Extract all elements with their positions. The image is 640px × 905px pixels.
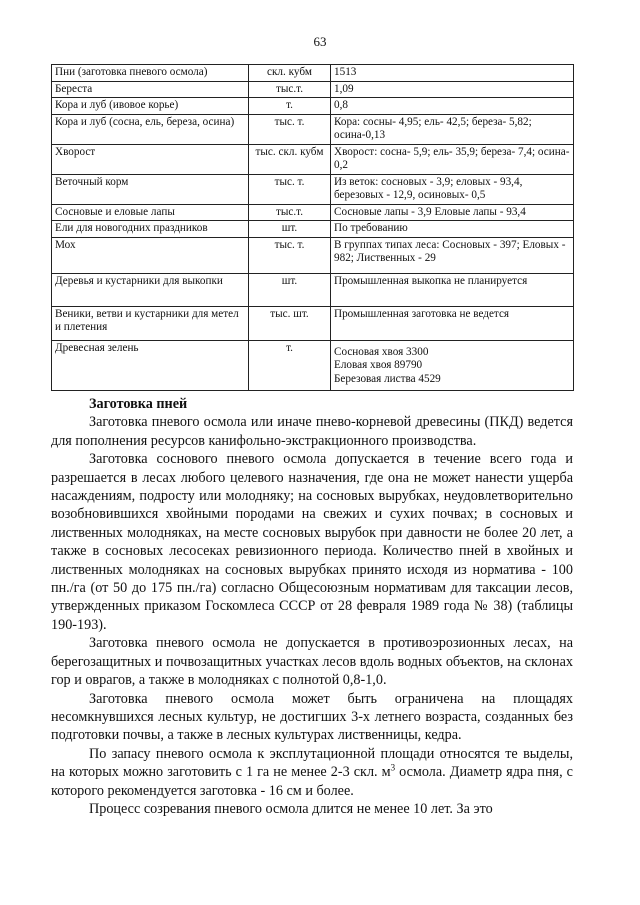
resource-value: По требованию bbox=[331, 221, 574, 238]
resource-value: Из веток: сосновых - 3,9; еловых - 93,4, березовых - 12,9, осиновых- 0,5 bbox=[331, 174, 574, 204]
resource-unit: тыс.т. bbox=[249, 81, 331, 98]
section-heading: Заготовка пней bbox=[89, 396, 188, 412]
table-row bbox=[52, 273, 574, 306]
table-row bbox=[52, 237, 574, 273]
resource-name: Мох bbox=[52, 237, 249, 273]
resource-name: Веточный корм bbox=[52, 174, 249, 204]
table-row bbox=[52, 114, 574, 144]
paragraph bbox=[51, 745, 573, 800]
resource-name: Хворост bbox=[52, 144, 249, 174]
table-row bbox=[52, 81, 574, 98]
table-row bbox=[52, 221, 574, 238]
resource-value: Сосновые лапы - 3,9 Еловые лапы - 93,4 bbox=[331, 204, 574, 221]
resource-unit: тыс. т. bbox=[249, 237, 331, 273]
resource-name: Кора и луб (ивовое корье) bbox=[52, 98, 249, 115]
resource-name: Веники, ветви и кустарники для метел и плетения bbox=[52, 306, 249, 340]
resource-value: В группах типах леса: Сосновых - 397; Еловых - 982; Лиственных - 29 bbox=[331, 237, 574, 273]
resource-value: Кора: сосны- 4,95; ель- 42,5; береза- 5,82; осина-0,13 bbox=[331, 114, 574, 144]
resource-unit: шт. bbox=[249, 221, 331, 238]
table-row bbox=[52, 306, 574, 340]
resource-unit: т. bbox=[249, 340, 331, 390]
paragraph: Заготовка соснового пневого осмола допускается в течение всего года и разрешается в лесах любого целевого назначения, где она не может нанести ущерба насаждениям, подросту или молодняку; на сосновых вырубках, неудовлетворительно возобновившихся хвойными породами на свежих и сухих почвах; в сосновых и лиственных молодняках, на месте сосновых вырубок при давности не более 20 лет, а также в сосновых лесосеках ревизионного периода. Количество пней в хвойных и лиственных молодняках на сосновых вырубках принято исходя из норматива - 100 пн./га (от 50 до 175 пн./га) согласно Общесоюзным нормативам для таксации лесов, утвержденных приказом Госкомлеса СССР от 28 февраля 1989 года № 38) (таблицы 190-193). bbox=[51, 451, 573, 633]
paragraph: Заготовка пневого осмола может быть ограничена на площадях несомкнувшихся лесных культур, не достигших 3-х летнего возраста, созданных без подготовки почвы, а также в лесных культурах лиственницы, кедра. bbox=[51, 690, 573, 744]
resource-unit: тыс.т. bbox=[249, 204, 331, 221]
table-row bbox=[52, 98, 574, 115]
resource-unit: тыс. т. bbox=[249, 114, 331, 144]
resource-name: Ели для новогодних праздников bbox=[52, 221, 249, 238]
paragraph: Процесс созревания пневого осмола длится не менее 10 лет. За это bbox=[89, 800, 493, 817]
resource-unit: тыс. скл. кубм bbox=[249, 144, 331, 174]
resource-value: Промышленная выкопка не планируется bbox=[331, 273, 574, 306]
table-row bbox=[52, 144, 574, 174]
table-row bbox=[52, 204, 574, 221]
resource-value: 1,09 bbox=[331, 81, 574, 98]
resource-unit: шт. bbox=[249, 273, 331, 306]
resource-name: Древесная зелень bbox=[52, 340, 249, 390]
paragraph: Заготовка пневого осмола не допускается в противоэрозионных лесах, на берегозащитных и почвозащитных участках лесов вдоль водных объектов, на склонах гор и оврагов, а также в молодняках с полнотой 0,8-1,0. bbox=[51, 635, 573, 689]
resource-name: Кора и луб (сосна, ель, береза, осина) bbox=[52, 114, 249, 144]
table-row bbox=[52, 174, 574, 204]
resource-value: Хворост: сосна- 5,9; ель- 35,9; береза- 7,4; осина- 0,2 bbox=[331, 144, 574, 174]
table-row bbox=[52, 340, 574, 390]
resource-unit: тыс. шт. bbox=[249, 306, 331, 340]
paragraph-text: По запасу пневого осмола к эксплутационной площади относятся те выделы, на которых можно заготовить с 1 га не менее 2-3 скл. м bbox=[51, 745, 573, 781]
resource-value: 0,8 bbox=[331, 98, 574, 115]
resource-value: Сосновая хвоя 3300 Еловая хвоя 89790 Березовая листва 4529 bbox=[331, 340, 574, 390]
resource-unit: тыс. т. bbox=[249, 174, 331, 204]
resource-value: 1513 bbox=[331, 65, 574, 82]
paragraph: Заготовка пневого осмола или иначе пнево-корневой древесины (ПКД) ведется для пополнения ресурсов канифольно-экстракционного производства. bbox=[51, 414, 573, 449]
resources-table bbox=[51, 64, 574, 391]
resource-name: Деревья и кустарники для выкопки bbox=[52, 273, 249, 306]
resource-name: Сосновые и еловые лапы bbox=[52, 204, 249, 221]
resource-unit: скл. кубм bbox=[249, 65, 331, 82]
section-body bbox=[51, 395, 573, 818]
resource-value: Промышленная заготовка не ведется bbox=[331, 306, 574, 340]
resource-name: Пни (заготовка пневого осмола) bbox=[52, 65, 249, 82]
resource-unit: т. bbox=[249, 98, 331, 115]
table-row bbox=[52, 65, 574, 82]
superscript: 3 bbox=[390, 762, 396, 773]
resource-name: Береста bbox=[52, 81, 249, 98]
paragraph-text: осмола. Диаметр ядра пня, с которого рекомендуется заготовка - 16 см и более. bbox=[51, 764, 573, 799]
page-number: 63 bbox=[313, 34, 327, 49]
